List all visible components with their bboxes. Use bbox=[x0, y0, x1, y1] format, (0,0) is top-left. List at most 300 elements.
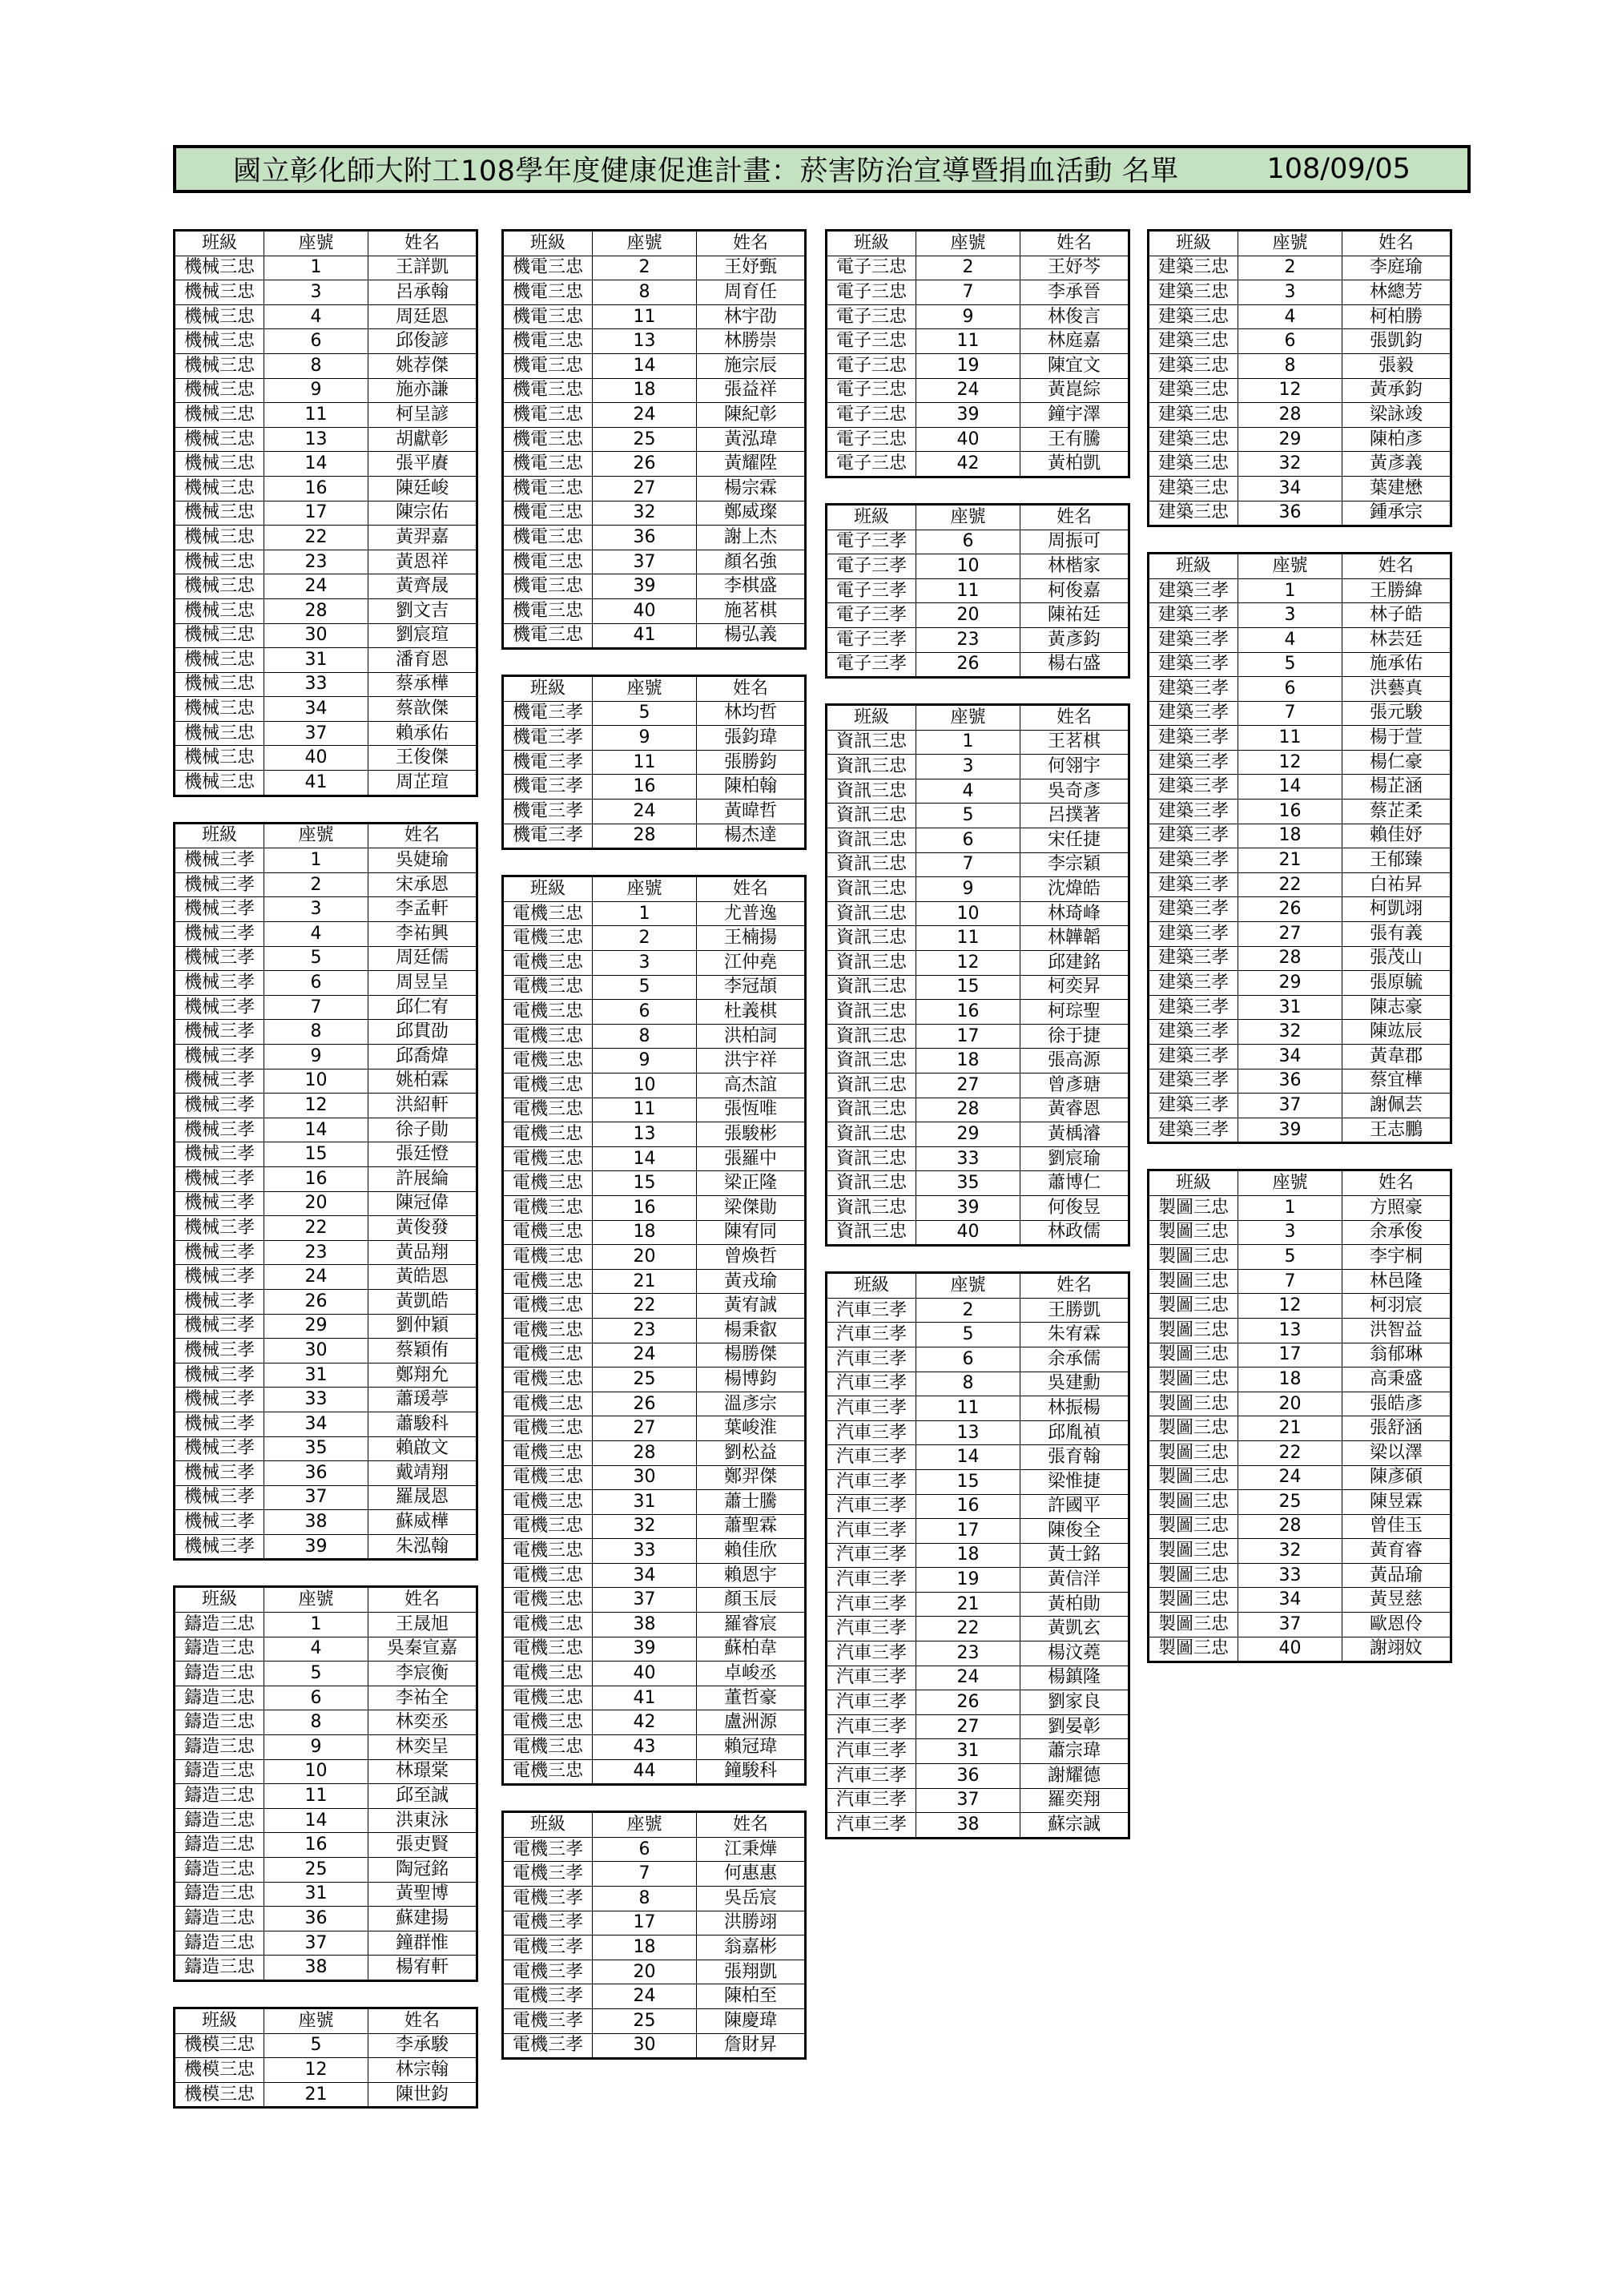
class-cell: 電機三忠 bbox=[503, 1024, 593, 1049]
table-row bbox=[503, 701, 806, 726]
table-row bbox=[503, 1146, 806, 1171]
seat-cell: 11 bbox=[916, 329, 1020, 354]
table-row bbox=[503, 726, 806, 751]
table-row bbox=[175, 1907, 477, 1931]
roster-table bbox=[501, 1811, 807, 2060]
table-row bbox=[1149, 1118, 1451, 1143]
class-cell: 製圖三忠 bbox=[1149, 1563, 1238, 1588]
table-row bbox=[175, 872, 477, 897]
class-cell: 電機三忠 bbox=[503, 1662, 593, 1686]
class-cell: 建築三孝 bbox=[1149, 1045, 1238, 1069]
table-row bbox=[1149, 578, 1451, 603]
name-cell: 劉晏彰 bbox=[1020, 1714, 1129, 1739]
name-cell: 楊宗霖 bbox=[697, 476, 806, 501]
name-cell: 楊仁豪 bbox=[1342, 750, 1451, 775]
name-cell: 謝佩芸 bbox=[1342, 1094, 1451, 1118]
name-cell: 邱胤禎 bbox=[1020, 1420, 1129, 1445]
class-cell: 汽車三孝 bbox=[827, 1323, 916, 1347]
table-row bbox=[503, 353, 806, 378]
class-cell: 建築三忠 bbox=[1149, 280, 1238, 305]
name-cell: 楊杰達 bbox=[697, 824, 806, 849]
roster-table bbox=[501, 875, 807, 1786]
name-cell: 林總芳 bbox=[1342, 280, 1451, 305]
name-cell: 張皓彥 bbox=[1342, 1392, 1451, 1416]
class-cell: 電子三孝 bbox=[827, 603, 916, 628]
name-cell: 劉家良 bbox=[1020, 1690, 1129, 1715]
class-cell: 鑄造三忠 bbox=[175, 1907, 264, 1931]
class-cell: 機械三忠 bbox=[175, 476, 264, 501]
table-row bbox=[1149, 1245, 1451, 1270]
seat-cell: 1 bbox=[264, 848, 368, 873]
name-cell: 黃凱玄 bbox=[1020, 1617, 1129, 1641]
name-cell: 楊芷涵 bbox=[1342, 775, 1451, 800]
name-cell: 陳志豪 bbox=[1342, 995, 1451, 1020]
seat-cell: 32 bbox=[1238, 452, 1342, 477]
seat-cell: 37 bbox=[264, 721, 368, 746]
seat-cell: 38 bbox=[593, 1613, 697, 1637]
class-cell: 機電三忠 bbox=[503, 501, 593, 526]
name-cell: 董哲豪 bbox=[697, 1686, 806, 1710]
seat-cell: 11 bbox=[593, 304, 697, 329]
header-seat: 座號 bbox=[593, 1812, 697, 1838]
name-cell: 鄭羿傑 bbox=[697, 1465, 806, 1490]
seat-cell: 1 bbox=[916, 730, 1020, 755]
name-cell: 林俊言 bbox=[1020, 304, 1129, 329]
roster-table bbox=[1147, 229, 1452, 527]
seat-cell: 39 bbox=[916, 403, 1020, 428]
seat-cell: 10 bbox=[916, 901, 1020, 926]
seat-cell: 25 bbox=[593, 2008, 697, 2033]
name-cell: 林均哲 bbox=[697, 701, 806, 726]
seat-cell: 24 bbox=[916, 378, 1020, 403]
table-row bbox=[1149, 701, 1451, 726]
table-row bbox=[827, 1049, 1129, 1073]
seat-cell: 24 bbox=[264, 1265, 368, 1290]
name-cell: 姚柏霖 bbox=[368, 1069, 477, 1094]
class-cell: 電機三忠 bbox=[503, 1171, 593, 1196]
name-cell: 王俊傑 bbox=[368, 746, 477, 771]
class-cell: 機械三忠 bbox=[175, 550, 264, 574]
table-row bbox=[827, 578, 1129, 603]
table-row bbox=[175, 672, 477, 697]
seat-cell: 5 bbox=[1238, 652, 1342, 677]
name-cell: 陳宥同 bbox=[697, 1220, 806, 1245]
name-cell: 黃彥義 bbox=[1342, 452, 1451, 477]
seat-cell: 37 bbox=[593, 550, 697, 574]
name-cell: 王有騰 bbox=[1020, 427, 1129, 452]
name-cell: 姚荐傑 bbox=[368, 353, 477, 378]
name-cell: 施承佑 bbox=[1342, 652, 1451, 677]
table-row bbox=[1149, 476, 1451, 501]
header-seat: 座號 bbox=[1238, 554, 1342, 579]
header-name: 姓名 bbox=[697, 676, 806, 702]
class-cell: 機械三孝 bbox=[175, 1094, 264, 1118]
class-cell: 製圖三忠 bbox=[1149, 1195, 1238, 1220]
class-cell: 機電三孝 bbox=[503, 775, 593, 800]
seat-cell: 26 bbox=[1238, 897, 1342, 922]
table-row bbox=[175, 995, 477, 1020]
roster-column-2 bbox=[501, 229, 804, 2060]
seat-cell: 38 bbox=[264, 1510, 368, 1535]
name-cell: 黃育睿 bbox=[1342, 1539, 1451, 1564]
table-row bbox=[175, 1289, 477, 1314]
header-name: 姓名 bbox=[1020, 1273, 1129, 1299]
table-row bbox=[827, 427, 1129, 452]
table-row bbox=[503, 975, 806, 1000]
seat-cell: 15 bbox=[593, 1171, 697, 1196]
seat-cell: 36 bbox=[916, 1764, 1020, 1789]
name-cell: 周廷恩 bbox=[368, 304, 477, 329]
class-cell: 建築三孝 bbox=[1149, 922, 1238, 947]
class-cell: 電機三孝 bbox=[503, 2033, 593, 2059]
class-cell: 建築三孝 bbox=[1149, 1118, 1238, 1143]
name-cell: 余承儒 bbox=[1020, 1347, 1129, 1372]
seat-cell: 35 bbox=[264, 1436, 368, 1461]
name-cell: 張育翰 bbox=[1020, 1445, 1129, 1470]
name-cell: 張勝鈞 bbox=[697, 750, 806, 775]
table-header-row bbox=[827, 504, 1129, 530]
table-row bbox=[503, 1662, 806, 1686]
class-cell: 機械三忠 bbox=[175, 598, 264, 623]
seat-cell: 27 bbox=[916, 1073, 1020, 1098]
name-cell: 楊于萱 bbox=[1342, 726, 1451, 751]
name-cell: 林琦峰 bbox=[1020, 901, 1129, 926]
seat-cell: 33 bbox=[1238, 1563, 1342, 1588]
name-cell: 洪柏詞 bbox=[697, 1024, 806, 1049]
table-row bbox=[175, 550, 477, 574]
roster-table bbox=[501, 229, 807, 650]
class-cell: 汽車三孝 bbox=[827, 1420, 916, 1445]
class-cell: 電機三忠 bbox=[503, 1759, 593, 1785]
seat-cell: 30 bbox=[593, 2033, 697, 2059]
seat-cell: 27 bbox=[593, 476, 697, 501]
seat-cell: 22 bbox=[264, 1216, 368, 1241]
class-cell: 機械三孝 bbox=[175, 1388, 264, 1412]
seat-cell: 22 bbox=[264, 526, 368, 550]
table-row bbox=[1149, 1563, 1451, 1588]
table-row bbox=[503, 750, 806, 775]
seat-cell: 2 bbox=[916, 256, 1020, 280]
class-cell: 資訊三忠 bbox=[827, 1098, 916, 1122]
name-cell: 曾煥哲 bbox=[697, 1245, 806, 1270]
class-cell: 機電三忠 bbox=[503, 452, 593, 477]
table-row bbox=[175, 1045, 477, 1069]
class-cell: 資訊三忠 bbox=[827, 1220, 916, 1246]
name-cell: 黃柏勛 bbox=[1020, 1592, 1129, 1617]
class-cell: 建築三孝 bbox=[1149, 603, 1238, 628]
name-cell: 李承晉 bbox=[1020, 280, 1129, 305]
class-cell: 機械三忠 bbox=[175, 329, 264, 354]
name-cell: 黃品瑜 bbox=[1342, 1563, 1451, 1588]
table-header-row bbox=[175, 231, 477, 256]
name-cell: 江仲堯 bbox=[697, 951, 806, 976]
class-cell: 機械三忠 bbox=[175, 648, 264, 673]
name-cell: 張茂山 bbox=[1342, 946, 1451, 971]
name-cell: 張舒涵 bbox=[1342, 1416, 1451, 1441]
name-cell: 陶冠銘 bbox=[368, 1858, 477, 1883]
table-row bbox=[175, 378, 477, 403]
roster-table bbox=[501, 675, 807, 850]
name-cell: 葉建懋 bbox=[1342, 476, 1451, 501]
seat-cell: 9 bbox=[916, 877, 1020, 902]
name-cell: 王妤芩 bbox=[1020, 256, 1129, 280]
seat-cell: 11 bbox=[264, 403, 368, 428]
header-name: 姓名 bbox=[1020, 231, 1129, 256]
class-cell: 汽車三孝 bbox=[827, 1519, 916, 1544]
table-row bbox=[503, 1024, 806, 1049]
name-cell: 黃承鈞 bbox=[1342, 378, 1451, 403]
table-row bbox=[827, 329, 1129, 354]
name-cell: 李冠頡 bbox=[697, 975, 806, 1000]
seat-cell: 39 bbox=[593, 574, 697, 599]
name-cell: 周廷儒 bbox=[368, 946, 477, 971]
seat-cell: 4 bbox=[1238, 627, 1342, 652]
table-row bbox=[175, 1833, 477, 1858]
seat-cell: 32 bbox=[1238, 1020, 1342, 1045]
seat-cell: 32 bbox=[593, 501, 697, 526]
table-row bbox=[1149, 280, 1451, 305]
table-row bbox=[175, 848, 477, 873]
class-cell: 機電三忠 bbox=[503, 353, 593, 378]
seat-cell: 26 bbox=[593, 1392, 697, 1416]
table-row bbox=[503, 824, 806, 849]
name-cell: 周昱呈 bbox=[368, 971, 477, 996]
table-row bbox=[1149, 256, 1451, 280]
class-cell: 建築三孝 bbox=[1149, 1094, 1238, 1118]
name-cell: 王晟旭 bbox=[368, 1613, 477, 1637]
header-seat: 座號 bbox=[264, 2008, 368, 2033]
class-cell: 機電三忠 bbox=[503, 329, 593, 354]
class-cell: 機械三孝 bbox=[175, 1045, 264, 1069]
class-cell: 電子三孝 bbox=[827, 554, 916, 579]
seat-cell: 35 bbox=[916, 1171, 1020, 1196]
table-row bbox=[175, 771, 477, 796]
name-cell: 梁正隆 bbox=[697, 1171, 806, 1196]
name-cell: 梁詠竣 bbox=[1342, 403, 1451, 428]
roster-table bbox=[825, 1271, 1130, 1839]
name-cell: 李祐興 bbox=[368, 922, 477, 947]
name-cell: 蔡歆傑 bbox=[368, 697, 477, 722]
table-row bbox=[503, 1368, 806, 1392]
class-cell: 汽車三孝 bbox=[827, 1543, 916, 1568]
table-row bbox=[503, 926, 806, 951]
name-cell: 徐子勛 bbox=[368, 1118, 477, 1142]
name-cell: 林韡韜 bbox=[1020, 926, 1129, 951]
table-row bbox=[827, 627, 1129, 652]
seat-cell: 40 bbox=[916, 427, 1020, 452]
seat-cell: 16 bbox=[264, 476, 368, 501]
name-cell: 劉松益 bbox=[697, 1440, 806, 1465]
name-cell: 黃耀陞 bbox=[697, 452, 806, 477]
table-row bbox=[503, 1613, 806, 1637]
name-cell: 黃柏凱 bbox=[1020, 452, 1129, 477]
block-spacer bbox=[825, 478, 1128, 503]
class-cell: 建築三忠 bbox=[1149, 501, 1238, 526]
name-cell: 賴佳欣 bbox=[697, 1539, 806, 1564]
name-cell: 邱仁宥 bbox=[368, 995, 477, 1020]
table-row bbox=[827, 926, 1129, 951]
seat-cell: 33 bbox=[916, 1146, 1020, 1171]
name-cell: 賴恩宇 bbox=[697, 1563, 806, 1588]
seat-cell: 16 bbox=[916, 1494, 1020, 1519]
name-cell: 黃宥誠 bbox=[697, 1294, 806, 1319]
seat-cell: 7 bbox=[1238, 1269, 1342, 1294]
table-row bbox=[175, 598, 477, 623]
table-row bbox=[175, 1118, 477, 1142]
table-row bbox=[1149, 1588, 1451, 1613]
seat-cell: 36 bbox=[264, 1907, 368, 1931]
name-cell: 邱至誠 bbox=[368, 1784, 477, 1809]
table-row bbox=[175, 946, 477, 971]
table-row bbox=[503, 1465, 806, 1490]
class-cell: 電機三忠 bbox=[503, 1539, 593, 1564]
header-name: 姓名 bbox=[1342, 1170, 1451, 1196]
seat-cell: 25 bbox=[593, 1368, 697, 1392]
table-row bbox=[175, 1094, 477, 1118]
seat-cell: 2 bbox=[593, 256, 697, 280]
name-cell: 李宗穎 bbox=[1020, 852, 1129, 877]
class-cell: 建築三孝 bbox=[1149, 1020, 1238, 1045]
name-cell: 洪紹軒 bbox=[368, 1094, 477, 1118]
seat-cell: 9 bbox=[593, 726, 697, 751]
seat-cell: 31 bbox=[264, 648, 368, 673]
table-row bbox=[827, 1122, 1129, 1147]
class-cell: 機械三忠 bbox=[175, 746, 264, 771]
table-row bbox=[1149, 1539, 1451, 1564]
table-row bbox=[827, 1220, 1129, 1246]
table-row bbox=[175, 1662, 477, 1686]
table-row bbox=[503, 1073, 806, 1098]
table-row bbox=[175, 1314, 477, 1339]
seat-cell: 8 bbox=[916, 1372, 1020, 1396]
name-cell: 顏玉辰 bbox=[697, 1588, 806, 1613]
class-cell: 建築三忠 bbox=[1149, 353, 1238, 378]
table-row bbox=[1149, 1094, 1451, 1118]
seat-cell: 12 bbox=[1238, 750, 1342, 775]
seat-cell: 37 bbox=[916, 1788, 1020, 1813]
name-cell: 林子皓 bbox=[1342, 603, 1451, 628]
name-cell: 黃彥鈞 bbox=[1020, 627, 1129, 652]
seat-cell: 30 bbox=[593, 1465, 697, 1490]
name-cell: 蕭聖霖 bbox=[697, 1514, 806, 1539]
seat-cell: 19 bbox=[916, 1568, 1020, 1593]
header-seat: 座號 bbox=[916, 1273, 1020, 1299]
table-row bbox=[503, 1686, 806, 1710]
table-row bbox=[827, 554, 1129, 579]
table-row bbox=[1149, 652, 1451, 677]
table-row bbox=[503, 1514, 806, 1539]
table-row bbox=[827, 1592, 1129, 1617]
name-cell: 張廷憕 bbox=[368, 1142, 477, 1167]
seat-cell: 12 bbox=[916, 951, 1020, 976]
class-cell: 機械三孝 bbox=[175, 1436, 264, 1461]
roster-table bbox=[825, 503, 1130, 679]
seat-cell: 5 bbox=[264, 2033, 368, 2058]
seat-cell: 15 bbox=[916, 1469, 1020, 1494]
name-cell: 溫彥宗 bbox=[697, 1392, 806, 1416]
class-cell: 資訊三忠 bbox=[827, 1000, 916, 1025]
table-row bbox=[1149, 1465, 1451, 1490]
name-cell: 王妤甄 bbox=[697, 256, 806, 280]
name-cell: 江秉燁 bbox=[697, 1837, 806, 1862]
roster-table bbox=[173, 1585, 478, 1982]
class-cell: 汽車三孝 bbox=[827, 1469, 916, 1494]
name-cell: 黃崑綜 bbox=[1020, 378, 1129, 403]
class-cell: 資訊三忠 bbox=[827, 1122, 916, 1147]
class-cell: 電機三忠 bbox=[503, 1220, 593, 1245]
table-row bbox=[175, 2082, 477, 2108]
class-cell: 機電三忠 bbox=[503, 526, 593, 550]
class-cell: 機械三孝 bbox=[175, 1166, 264, 1191]
seat-cell: 11 bbox=[593, 750, 697, 775]
table-row bbox=[175, 1882, 477, 1907]
table-row bbox=[827, 256, 1129, 280]
seat-cell: 3 bbox=[264, 280, 368, 305]
seat-cell: 34 bbox=[1238, 476, 1342, 501]
name-cell: 吳婕瑜 bbox=[368, 848, 477, 873]
header-seat: 座號 bbox=[593, 876, 697, 902]
name-cell: 柯琮聖 bbox=[1020, 1000, 1129, 1025]
class-cell: 汽車三孝 bbox=[827, 1813, 916, 1839]
seat-cell: 22 bbox=[1238, 1440, 1342, 1465]
table-header-row bbox=[503, 676, 806, 702]
table-row bbox=[175, 452, 477, 477]
seat-cell: 2 bbox=[264, 872, 368, 897]
name-cell: 洪宇祥 bbox=[697, 1049, 806, 1073]
seat-cell: 13 bbox=[916, 1420, 1020, 1445]
seat-cell: 37 bbox=[593, 1588, 697, 1613]
class-cell: 資訊三忠 bbox=[827, 1146, 916, 1171]
table-row bbox=[503, 901, 806, 926]
seat-cell: 11 bbox=[264, 1784, 368, 1809]
table-row bbox=[827, 828, 1129, 853]
name-cell: 黃皓恩 bbox=[368, 1265, 477, 1290]
class-cell: 電子三孝 bbox=[827, 652, 916, 678]
name-cell: 梁惟捷 bbox=[1020, 1469, 1129, 1494]
seat-cell: 2 bbox=[1238, 256, 1342, 280]
name-cell: 賴啟文 bbox=[368, 1436, 477, 1461]
class-cell: 機械三孝 bbox=[175, 1020, 264, 1045]
table-row bbox=[827, 1420, 1129, 1445]
class-cell: 建築三孝 bbox=[1149, 652, 1238, 677]
seat-cell: 29 bbox=[1238, 971, 1342, 996]
class-cell: 建築三忠 bbox=[1149, 476, 1238, 501]
seat-cell: 18 bbox=[916, 1049, 1020, 1073]
name-cell: 林邑隆 bbox=[1342, 1269, 1451, 1294]
table-row bbox=[503, 1220, 806, 1245]
class-cell: 機械三孝 bbox=[175, 1363, 264, 1388]
seat-cell: 8 bbox=[264, 353, 368, 378]
seat-cell: 23 bbox=[916, 627, 1020, 652]
seat-cell: 12 bbox=[1238, 1294, 1342, 1319]
table-row bbox=[503, 378, 806, 403]
name-cell: 柯奕昇 bbox=[1020, 975, 1129, 1000]
name-cell: 蕭駿科 bbox=[368, 1412, 477, 1436]
seat-cell: 25 bbox=[264, 1858, 368, 1883]
table-row bbox=[1149, 1318, 1451, 1343]
name-cell: 張駿彬 bbox=[697, 1122, 806, 1147]
seat-cell: 5 bbox=[916, 1323, 1020, 1347]
seat-cell: 9 bbox=[264, 378, 368, 403]
name-cell: 黃凱皓 bbox=[368, 1289, 477, 1314]
class-cell: 機械三忠 bbox=[175, 526, 264, 550]
class-cell: 建築三孝 bbox=[1149, 995, 1238, 1020]
table-row bbox=[827, 1568, 1129, 1593]
class-cell: 資訊三忠 bbox=[827, 828, 916, 853]
class-cell: 機械三孝 bbox=[175, 872, 264, 897]
class-cell: 製圖三忠 bbox=[1149, 1588, 1238, 1613]
table-row bbox=[827, 1666, 1129, 1690]
